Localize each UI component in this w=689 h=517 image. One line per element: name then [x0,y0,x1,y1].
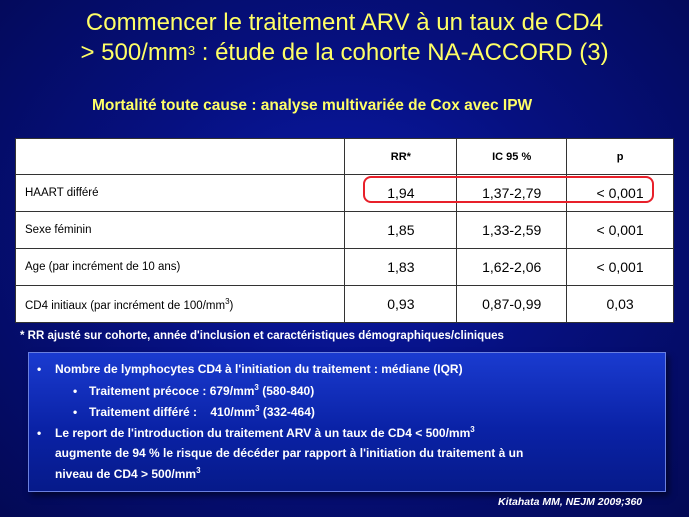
header-empty [16,139,345,175]
header-p: p [567,139,674,175]
header-rr: RR* [345,139,457,175]
table-row [16,212,674,249]
row-label: Sexe féminin [16,212,345,249]
summary-bullet-2-line-1 [37,425,475,440]
summary-bullet-2-line-3 [55,466,201,481]
row-ic: 1,33-2,59 [457,212,567,249]
row-p: < 0,001 [567,212,674,249]
row-label-suffix: ) [229,299,234,312]
sub-bullet-1-suffix: (580-840) [258,384,315,398]
footnote: * RR ajusté sur cohorte, année d'inclusion et caractéristiques démographiques/cliniques [20,330,504,342]
title-line-2-prefix: > 500/mm [80,39,188,66]
row-rr: 1,94 [345,175,457,212]
bullet-dot-icon: • [73,405,78,419]
bullet-dot-icon: • [37,426,42,440]
bullet-2-line-1-superscript: 3 [470,425,475,434]
title-line-2 [20,38,669,68]
row-rr: 1,83 [345,249,457,286]
bullet-dot-icon: • [73,384,78,398]
summary-bullet-1 [37,362,463,376]
row-rr: 1,85 [345,212,457,249]
results-table [15,138,674,323]
summary-bullet-1-text: Nombre de lymphocytes CD4 à l'initiation du traitement : médiane (IQR) [55,362,463,376]
bullet-2-line-3-superscript: 3 [196,466,201,475]
row-p: < 0,001 [567,175,674,212]
row-label-superscript: 3 [225,296,230,306]
table-header-row [16,139,674,175]
sub-bullet-1-prefix: Traitement précoce : 679/mm [89,384,255,398]
sub-bullet-2-suffix: (332-464) [259,405,315,419]
row-p: < 0,001 [567,249,674,286]
table-row [16,249,674,286]
row-label-prefix: CD4 initiaux (par incrément de 100/mm [25,299,226,312]
summary-bullet-2-line-2: augmente de 94 % le risque de décéder par rapport à l'initiation du traitement à un [55,446,524,460]
header-ic: IC 95 % [457,139,567,175]
table-row [16,286,674,323]
row-rr: 0,93 [345,286,457,323]
summary-sub-bullet-2 [73,404,315,419]
bullet-2-line-1-prefix: Le report de l'introduction du traitement ARV à un taux de CD4 < 500/mm [55,426,471,440]
sub-bullet-1-superscript: 3 [254,383,259,392]
row-label [16,286,345,323]
slide-subtitle: Mortalité toute cause : analyse multivariée de Cox avec IPW [92,97,533,114]
row-ic: 0,87-0,99 [457,286,567,323]
summary-box [28,352,666,492]
row-ic: 1,62-2,06 [457,249,567,286]
title-line-2-suffix: : étude de la cohorte NA-ACCORD (3) [195,39,609,66]
bullet-dot-icon: • [37,362,42,376]
sub-bullet-2-superscript: 3 [255,404,260,413]
row-p: 0,03 [567,286,674,323]
summary-sub-bullet-1 [73,383,314,398]
table-row [16,175,674,212]
bullet-2-line-3-prefix: niveau de CD4 > 500/mm [55,467,197,481]
row-label: Age (par incrément de 10 ans) [16,249,345,286]
slide-title [20,8,669,68]
citation: Kitahata MM, NEJM 2009;360 [498,496,643,508]
title-line-1: Commencer le traitement ARV à un taux de CD4 [85,9,604,36]
title-superscript: 3 [187,43,196,58]
row-ic: 1,37-2,79 [457,175,567,212]
sub-bullet-2-prefix: Traitement différé : 410/mm [89,405,256,419]
row-label: HAART différé [16,175,345,212]
